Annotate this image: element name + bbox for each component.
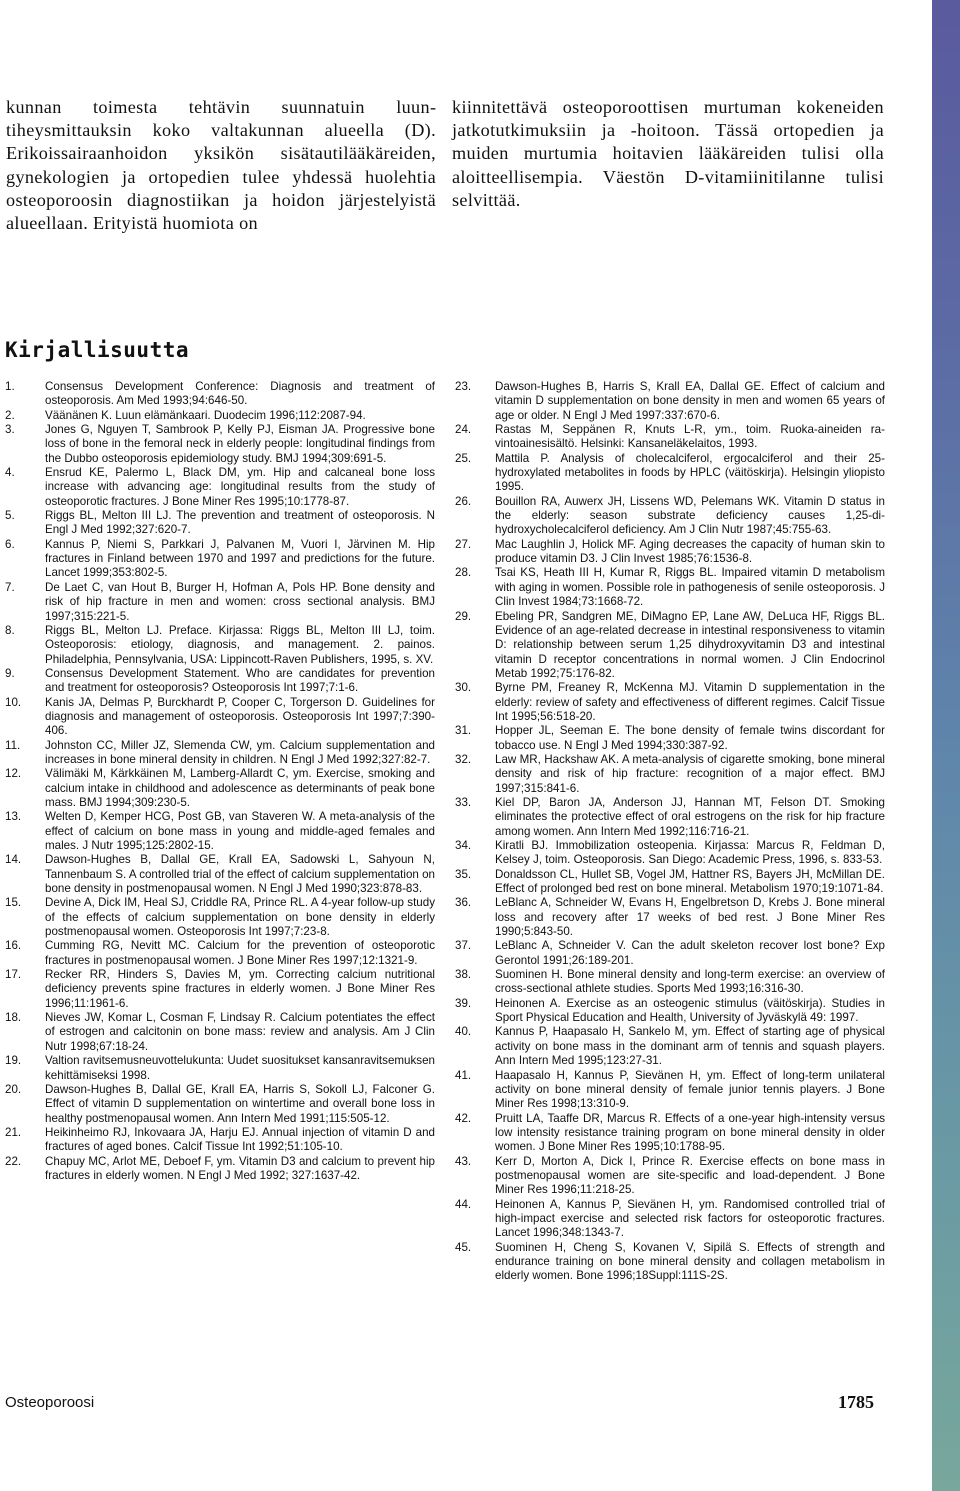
- reference-item: [5, 581, 435, 624]
- reference-text: Ensrud KE, Palermo L, Black DM, ym. Hip and calcaneal bone loss increase with advancing age: longitudinal results from the study of osteoporotic fractures. J Bone Miner Res 1995;10:1778-87.: [45, 466, 435, 508]
- reference-number: 27.: [455, 537, 472, 551]
- reference-item: [455, 423, 885, 452]
- reference-item: [5, 968, 435, 1011]
- reference-number: 17.: [5, 968, 22, 982]
- reference-text: Kannus P, Haapasalo H, Sankelo M, ym. Effect of starting age of physical activity on bone mass in the dominant arm of tennis and squash players. Ann Intern Med 1995;123:27-31.: [495, 1025, 885, 1068]
- reference-text: Ebeling PR, Sandgren ME, DiMagno EP, Lane AW, DeLuca HF, Riggs BL. Evidence of an age-related decrease in intestinal responsiveness to vitamin D: relationship between serum 1,25 dihydroxyvitamin D3 and intestinal vitamin D receptor concentrations in normal women. J Clin Endocrinol Metab 1992;75:176-82.: [495, 609, 885, 680]
- reference-number: 29.: [455, 609, 472, 623]
- reference-list-right: [455, 380, 885, 1284]
- reference-item: [455, 724, 885, 753]
- reference-text: Mattila P. Analysis of cholecalciferol, ergocalciferol and their 25-hydroxylated metabolites in foods by HPLC (väitöskirja). Helsingin yliopisto 1995.: [495, 451, 885, 494]
- reference-text: Välimäki M, Kärkkäinen M, Lamberg-Allardt C, ym. Exercise, smoking and calcium intake in childhood and adolescence as determinants of peak bone mass. BMJ 1994;309:230-5.: [45, 767, 435, 809]
- reference-item: [455, 1241, 885, 1284]
- reference-item: [455, 939, 885, 968]
- reference-text: LeBlanc A, Schneider V. Can the adult skeleton recover lost bone? Exp Gerontol 1991;26:189-201.: [495, 939, 885, 967]
- reference-text: Dawson-Hughes B, Harris S, Krall EA, Dallal GE. Effect of calcium and vitamin D supplementation on bone density in men and women 65 years of age or older. N Engl J Med 1997:337:670-6.: [495, 380, 885, 422]
- reference-number: 9.: [5, 666, 15, 680]
- reference-item: [455, 610, 885, 682]
- reference-number: 34.: [455, 839, 472, 852]
- reference-item: [455, 839, 885, 868]
- reference-item: [5, 696, 435, 739]
- reference-number: 36.: [455, 896, 472, 910]
- reference-number: 35.: [455, 867, 472, 881]
- reference-number: 42.: [455, 1111, 472, 1125]
- reference-text: Johnston CC, Miller JZ, Slemenda CW, ym. Calcium supplementation and increases in bone mineral density in children. N Engl J Med 1992;327:82-7.: [45, 738, 435, 766]
- reference-number: 12.: [5, 767, 22, 781]
- intro-text-left: kunnan toimesta tehtävin suunnatuin luuntiheysmittauksin koko valtakunnan alueella (D). Erikoissairaanhoidon yksikön sisätautilääkäreiden, gynekologien ja ortopedien tulee yhdessä huolehtia osteoporoosin diagnostiikan ja hoidon järjestelyistä alueellaan. Erityistä huomiota on: [6, 97, 436, 234]
- reference-text: Cumming RG, Nevitt MC. Calcium for the prevention of osteoporotic fractures in postmenopausal women. J Bone Miner Res 1997;12:1321-9.: [45, 939, 435, 967]
- reference-item: [5, 409, 435, 423]
- section-heading: Kirjallisuutta: [5, 338, 190, 362]
- reference-text: Suominen H, Cheng S, Kovanen V, Sipilä S. Effects of strength and endurance training on bone mineral density and collagen metabolism in elderly women. Bone 1996;18Suppl:111S-2S.: [495, 1240, 885, 1283]
- reference-number: 33.: [455, 795, 472, 809]
- reference-item: [455, 452, 885, 495]
- reference-text: Väänänen K. Luun elämänkaari. Duodecim 1996;112:2087-94.: [45, 408, 366, 422]
- reference-number: 28.: [455, 566, 472, 580]
- reference-text: Heinonen A. Exercise as an osteogenic stimulus (väitöskirja). Studies in Sport Physical Education and Health, University of Jyväskylä 49: 1997.: [495, 996, 885, 1025]
- reference-item: [5, 767, 435, 810]
- reference-number: 5.: [5, 509, 15, 523]
- reference-number: 3.: [5, 423, 15, 437]
- reference-text: Chapuy MC, Arlot ME, Deboef F, ym. Vitamin D3 and calcium to prevent hip fractures in elderly women. N Engl J Med 1992; 327:1637-42.: [45, 1154, 435, 1182]
- reference-text: Riggs BL, Melton III LJ. The prevention and treatment of osteoporosis. N Engl J Med 1992;327:620-7.: [45, 509, 435, 537]
- reference-number: 23.: [455, 380, 472, 393]
- reference-number: 24.: [455, 423, 472, 437]
- reference-item: [5, 739, 435, 768]
- reference-number: 4.: [5, 466, 15, 480]
- reference-list-left: [5, 380, 435, 1183]
- reference-text: Byrne PM, Freaney R, McKenna MJ. Vitamin D supplementation in the elderly: review of safety and effectiveness of different regimes. Calcif Tissue Int 1995;56:518-20.: [495, 681, 885, 723]
- reference-text: Valtion ravitsemusneuvottelukunta: Uudet suositukset kansanravitsemuksen kehittämiseksi 1998.: [45, 1054, 435, 1082]
- reference-number: 45.: [455, 1240, 472, 1254]
- decorative-sidebar: [932, 0, 960, 1491]
- reference-number: 2.: [5, 408, 15, 422]
- reference-text: Welten D, Kemper HCG, Post GB, van Staveren W. A meta-analysis of the effect of calcium on bone mass in young and middle-aged females and males. J Nutr 1995;125:2802-15.: [45, 810, 435, 852]
- reference-text: Donaldsson CL, Hullet SB, Vogel JM, Hattner RS, Bayers JH, McMillan DE. Effect of prolonged bed rest on bone mineral. Metabolism 1970;19:1071-84.: [495, 867, 885, 896]
- reference-number: 10.: [5, 695, 22, 709]
- reference-text: Haapasalo H, Kannus P, Sievänen H, ym. Effect of long-term unilateral activity on bone mineral density of female junior tennis players. J Bone Miner Res 1998;13:310-9.: [495, 1068, 885, 1111]
- reference-text: De Laet C, van Hout B, Burger H, Hofman A, Pols HP. Bone density and risk of hip fracture in men and women: cross sectional analysis. BMJ 1997;315:221-5.: [45, 580, 435, 623]
- reference-number: 13.: [5, 810, 22, 824]
- reference-text: Devine A, Dick IM, Heal SJ, Criddle RA, Prince RL. A 4-year follow-up study of the effects of calcium supplementation on bone density in elderly postmenopausal women. Osteoporosis Int 1997;7:23-8.: [45, 896, 435, 939]
- reference-number: 40.: [455, 1025, 472, 1039]
- reference-text: Recker RR, Hinders S, Davies M, ym. Correcting calcium nutritional deficiency prevents spine fractures in elderly women. J Bone Miner Res 1996;11:1961-6.: [45, 968, 435, 1010]
- reference-text: Tsai KS, Heath III H, Kumar R, Riggs BL. Impaired vitamin D metabolism with aging in women. Possible role in pathogenesis of senile osteoporosis. J Clin Invest 1984;73:1668-72.: [495, 566, 885, 609]
- reference-text: Kiel DP, Baron JA, Anderson JJ, Hannan MT, Felson DT. Smoking eliminates the protective effect of oral estrogens on the risk for hip fracture among women. Ann Intern Med 1992;116:716-21.: [495, 795, 885, 838]
- reference-item: [5, 896, 435, 939]
- reference-item: [455, 753, 885, 796]
- reference-item: [5, 1126, 435, 1155]
- reference-item: [5, 380, 435, 409]
- reference-text: Heinonen A, Kannus P, Sievänen H, ym. Randomised controlled trial of high-impact exercise and selected risk factors for osteoporotic fractures. Lancet 1996;348:1343-7.: [495, 1197, 885, 1240]
- reference-item: [5, 810, 435, 853]
- reference-text: Heikinheimo RJ, Inkovaara JA, Harju EJ. Annual injection of vitamin D and fractures of aged bones. Calcif Tissue Int 1992;51:105-10.: [45, 1125, 435, 1154]
- reference-text: Dawson-Hughes B, Dallal GE, Krall EA, Sadowski L, Sahyoun N, Tannenbaum S. A controlled trial of the effect of calcium supplementation on bone density in postmenopausal women. N Engl J Med 1990;323:878-83.: [45, 853, 435, 896]
- reference-text: Kannus P, Niemi S, Parkkari J, Palvanen M, Vuori I, Järvinen M. Hip fractures in Finland between 1970 and 1997 and predictions for the future. Lancet 1999;353:802-5.: [45, 537, 435, 580]
- reference-number: 32.: [455, 752, 472, 766]
- reference-text: Kanis JA, Delmas P, Burckhardt P, Cooper C, Torgerson D. Guidelines for diagnosis and management of osteoporosis. Osteoporosis Int 1997;7:390-406.: [45, 695, 435, 738]
- reference-item: [5, 538, 435, 581]
- reference-number: 43.: [455, 1154, 472, 1168]
- reference-item: [5, 509, 435, 538]
- reference-text: Rastas M, Seppänen R, Knuts L-R, ym., toim. Ruoka-aineiden ravintoainesisältö. Helsinki: Kansaneläkelaitos, 1993.: [495, 423, 885, 451]
- reference-item: [455, 380, 885, 423]
- reference-item: [5, 1054, 435, 1083]
- reference-number: 25.: [455, 451, 472, 465]
- reference-text: Mac Laughlin J, Holick MF. Aging decreases the capacity of human skin to produce vitamin D3. J Clin Invest 1985;76:1536-8.: [495, 537, 885, 566]
- reference-item: [5, 1083, 435, 1126]
- reference-text: Kiratli BJ. Immobilization osteopenia. Kirjassa: Marcus R, Feldman D, Kelsey J, toim. Osteoporosis. San Diego: Academic Press, 1996, s. 833-53.: [495, 839, 885, 867]
- reference-text: Bouillon RA, Auwerx JH, Lissens WD, Pelemans WK. Vitamin D status in the elderly: season substrate deficiency causes 1,25-dihydroxycholecalciferol deficiency. Am J Clin Nutr 1987;45:755-63.: [495, 494, 885, 537]
- reference-item: [5, 853, 435, 896]
- reference-text: Law MR, Hackshaw AK. A meta-analysis of cigarette smoking, bone mineral density and risk of hip fracture: recognition of a major effect. BMJ 1997;315:841-6.: [495, 752, 885, 795]
- reference-item: [455, 566, 885, 609]
- reference-text: Jones G, Nguyen T, Sambrook P, Kelly PJ, Eisman JA. Progressive bone loss of bone in the femoral neck in elderly people: longitudinal findings from the Dubbo osteoporosis epidemiology study. BMJ 1994;309:691-5.: [45, 423, 435, 465]
- reference-item: [5, 667, 435, 696]
- reference-text: Suominen H. Bone mineral density and long-term exercise: an overview of cross-sectional athlete studies. Sports Med 1993;16:316-30.: [495, 968, 885, 996]
- reference-text: Pruitt LA, Taaffe DR, Marcus R. Effects of a one-year high-intensity versus low intensity resistance training program on bone mineral density in older women. J Bone Miner Res 1995;10:1788-95.: [495, 1111, 885, 1154]
- reference-item: [455, 1069, 885, 1112]
- reference-item: [455, 796, 885, 839]
- footer-journal-section: Osteoporoosi: [5, 1394, 95, 1411]
- reference-text: Consensus Development Statement. Who are candidates for prevention and treatment for osteoporosis? Osteoporosis Int 1997;7:1-6.: [45, 666, 435, 695]
- reference-item: [5, 466, 435, 509]
- reference-number: 20.: [5, 1082, 22, 1096]
- reference-number: 19.: [5, 1054, 22, 1068]
- reference-item: [5, 624, 435, 667]
- reference-text: Nieves JW, Komar L, Cosman F, Lindsay R. Calcium potentiates the effect of estrogen and calcitonin on bone mass: review and analysis. Am J Clin Nutr 1998;67:18-24.: [45, 1011, 435, 1053]
- reference-item: [455, 997, 885, 1026]
- reference-number: 1.: [5, 380, 15, 393]
- reference-item: [455, 681, 885, 724]
- reference-number: 38.: [455, 968, 472, 982]
- reference-number: 11.: [5, 738, 21, 752]
- reference-text: Riggs BL, Melton LJ. Preface. Kirjassa: Riggs BL, Melton III LJ, toim. Osteoporosis: etiology, diagnosis, and management. 2. painos. Philadelphia, Pennsylvania, USA: Lippincott-Raven Publishers, 1995, s. XV.: [45, 623, 435, 666]
- reference-number: 41.: [455, 1068, 472, 1082]
- reference-item: [5, 423, 435, 466]
- reference-number: 37.: [455, 939, 472, 953]
- reference-item: [455, 495, 885, 538]
- reference-item: [455, 896, 885, 939]
- reference-number: 18.: [5, 1011, 22, 1025]
- reference-number: 15.: [5, 896, 22, 910]
- reference-item: [455, 1155, 885, 1198]
- reference-item: [455, 868, 885, 897]
- reference-text: Kerr D, Morton A, Dick I, Prince R. Exercise effects on bone mass in postmenopausal women are site-specific and load-dependent. J Bone Miner Res 1996;11:218-25.: [495, 1154, 885, 1197]
- page-number: 1785: [838, 1392, 874, 1412]
- reference-number: 16.: [5, 939, 22, 953]
- reference-item: [5, 1011, 435, 1054]
- reference-item: [455, 538, 885, 567]
- reference-text: Consensus Development Conference: Diagnosis and treatment of osteoporosis. Am Med 1993;94:646-50.: [45, 380, 435, 408]
- reference-number: 6.: [5, 537, 15, 551]
- reference-number: 31.: [455, 724, 472, 738]
- reference-number: 26.: [455, 494, 472, 508]
- reference-number: 7.: [5, 580, 15, 594]
- reference-number: 14.: [5, 853, 22, 867]
- reference-number: 22.: [5, 1154, 22, 1168]
- reference-item: [455, 968, 885, 997]
- reference-text: Dawson-Hughes B, Dallal GE, Krall EA, Harris S, Sokoll LJ, Falconer G. Effect of vitamin D supplementation on wintertime and overall bone loss in healthy postmenopausal women. Ann Intern Med 1991;115:505-12.: [45, 1082, 435, 1125]
- reference-number: 30.: [455, 681, 472, 695]
- reference-number: 21.: [5, 1125, 22, 1139]
- reference-item: [455, 1025, 885, 1068]
- reference-item: [5, 1155, 435, 1184]
- intro-text-right: kiinnitettävä osteoporoottisen murtuman kokeneiden jatkotutkimuksiin ja -hoitoon. Tässä ortopedien ja muiden murtumia hoitavien lääkäreiden tulisi olla aloitteellisempia. Väestön D-vitamiinitilanne tulisi selvittää.: [452, 97, 884, 210]
- reference-text: LeBlanc A, Schneider W, Evans H, Engelbretson D, Krebs J. Bone mineral loss and recovery after 17 weeks of bed rest. J Bone Miner Res 1990;5:843-50.: [495, 896, 885, 939]
- reference-item: [455, 1198, 885, 1241]
- reference-number: 8.: [5, 623, 15, 637]
- reference-number: 44.: [455, 1197, 472, 1211]
- reference-item: [455, 1112, 885, 1155]
- reference-item: [5, 939, 435, 968]
- reference-text: Hopper JL, Seeman E. The bone density of female twins discordant for tobacco use. N Engl J Med 1994;330:387-92.: [495, 724, 885, 752]
- reference-number: 39.: [455, 996, 472, 1010]
